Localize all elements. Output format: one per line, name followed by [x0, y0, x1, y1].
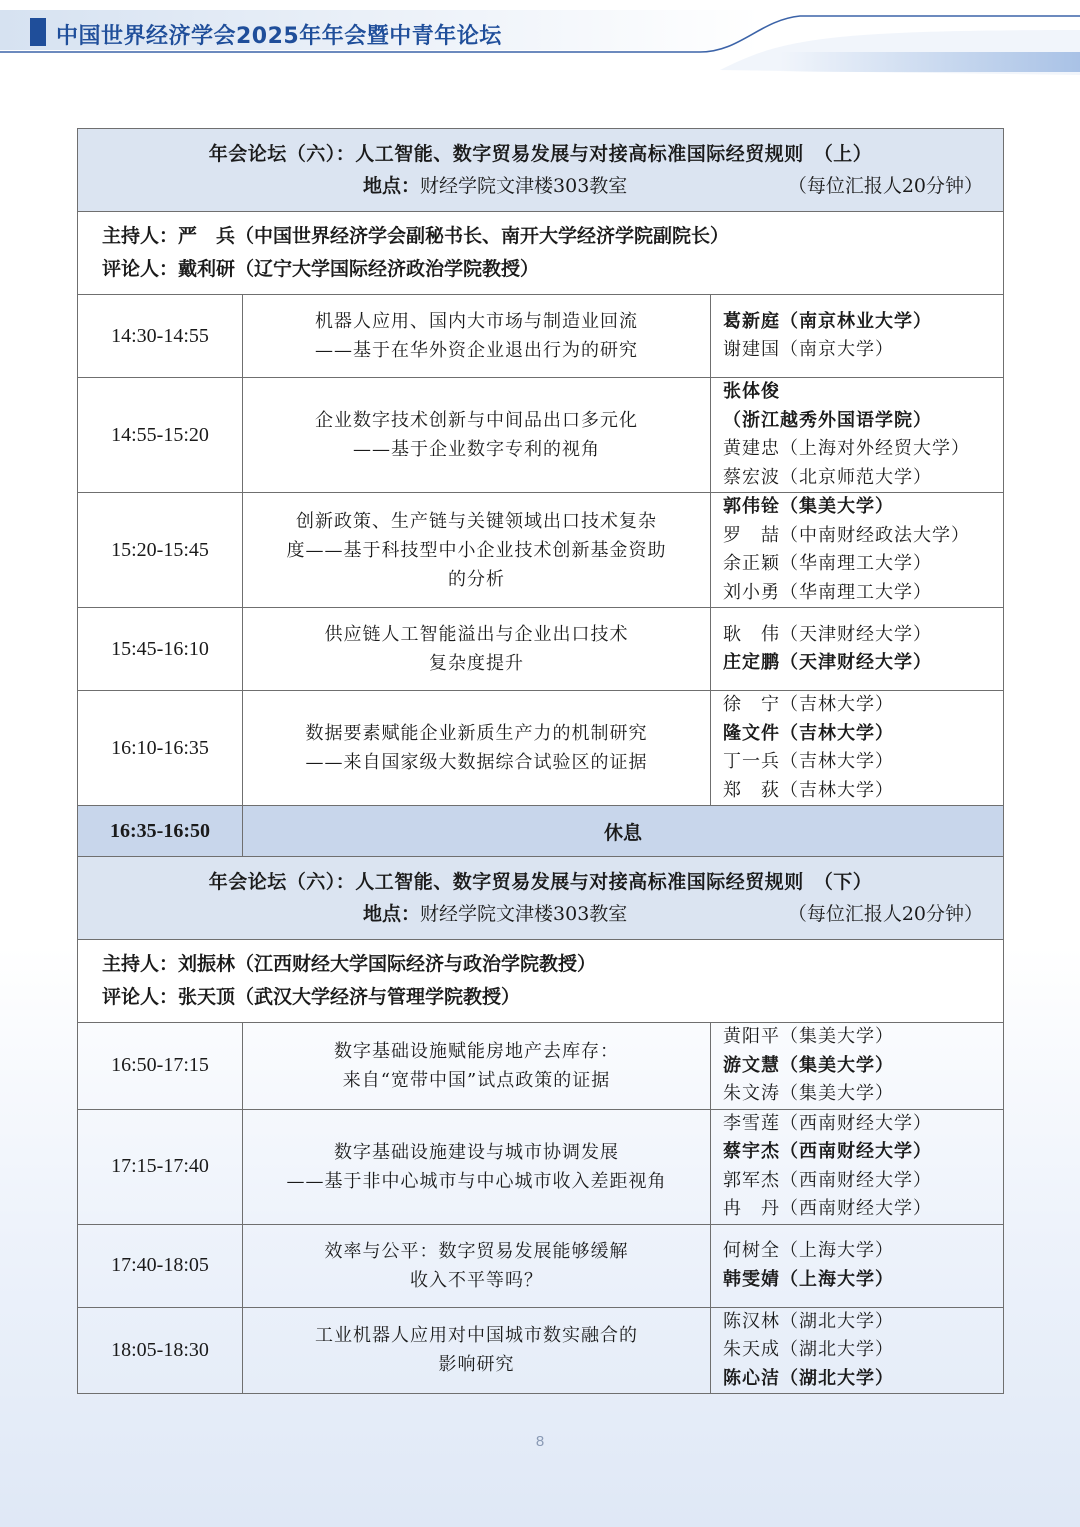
topic-line: 的分析: [448, 568, 505, 590]
page-number: 8: [535, 1433, 545, 1450]
talk-topic: [243, 608, 711, 691]
talk-time: 15:45-16:10: [78, 608, 243, 691]
talk-time: 14:55-15:20: [78, 378, 243, 493]
session-meta: [78, 170, 1003, 202]
author-name: 郑 荻（吉林大学）: [723, 779, 894, 801]
talk-topic: [243, 1307, 711, 1394]
author-name: 庄定鹏（天津财经大学）: [723, 652, 932, 673]
talk-authors: [711, 1109, 1004, 1224]
author-name: 朱天成（湖北大学）: [723, 1339, 894, 1360]
author-name: 韩雯婧（上海大学）: [723, 1268, 894, 1290]
talk-authors: [711, 1224, 1004, 1307]
session-hosts: [78, 940, 1004, 1023]
topic-line: ——基于企业数字专利的视角: [353, 439, 600, 460]
author-name: 黄建忠（上海对外经贸大学）: [723, 438, 970, 459]
author-name: 隆文件（吉林大学）: [723, 722, 894, 744]
talk-time: 16:10-16:35: [78, 691, 243, 806]
author-name: 耿 伟（天津财经大学）: [723, 623, 932, 645]
location-value: 财经学院文津楼303教室: [420, 175, 628, 197]
talk-authors: [711, 1307, 1004, 1394]
topic-line: 复杂度提升: [429, 653, 524, 674]
author-name: （浙江越秀外国语学院）: [723, 409, 932, 431]
talk-row: [78, 1224, 1004, 1307]
author-name: 游文慧（集美大学）: [723, 1054, 894, 1076]
break-row: [78, 806, 1004, 857]
break-label: 休息: [243, 806, 1004, 857]
talk-row: [78, 691, 1004, 806]
topic-line: 数字基础设施赋能房地产去库存：: [334, 1040, 619, 1062]
talk-topic: [243, 295, 711, 378]
talk-topic: [243, 493, 711, 608]
talk-row: [78, 1109, 1004, 1224]
topic-line: 机器人应用、国内大市场与制造业回流: [315, 311, 638, 332]
talk-time: 15:20-15:45: [78, 493, 243, 608]
author-name: 谢建国（南京大学）: [723, 339, 894, 360]
talk-row: [78, 493, 1004, 608]
author-name: 蔡宇杰（西南财经大学）: [723, 1141, 932, 1162]
topic-line: 创新政策、生产链与关键领域出口技术复杂: [296, 510, 657, 532]
talk-row: [78, 295, 1004, 378]
topic-line: 来自“宽带中国”试点政策的证据: [342, 1069, 611, 1091]
talk-row: [78, 608, 1004, 691]
session-host-row: [78, 940, 1004, 1023]
talk-authors: [711, 608, 1004, 691]
session-header: [78, 129, 1004, 212]
session-header: [78, 857, 1004, 940]
author-name: 葛新庭（南京林业大学）: [723, 310, 932, 332]
author-name: 何树全（上海大学）: [723, 1240, 894, 1261]
talk-authors: [711, 295, 1004, 378]
session-header-row: [78, 857, 1004, 940]
commentator-text: 评论人：戴利研（辽宁大学国际经济政治学院教授）: [102, 258, 540, 280]
talk-row: [78, 1307, 1004, 1394]
session-location: [363, 898, 627, 930]
topic-line: 数据要素赋能企业新质生产力的机制研究: [305, 723, 648, 744]
talk-row: [78, 378, 1004, 493]
talk-time: 18:05-18:30: [78, 1307, 243, 1394]
talk-time: 16:50-17:15: [78, 1023, 243, 1110]
session-title: 年会论坛（六）：人工智能、数字贸易发展与对接高标准国际经贸规则 （上）: [208, 143, 873, 165]
topic-line: 供应链人工智能溢出与企业出口技术: [324, 624, 629, 645]
talk-topic: [243, 691, 711, 806]
talk-topic: [243, 1109, 711, 1224]
talk-time: 17:15-17:40: [78, 1109, 243, 1224]
talk-time: 17:40-18:05: [78, 1224, 243, 1307]
author-name: 李雪莲（西南财经大学）: [723, 1112, 932, 1134]
author-name: 徐 宁（吉林大学）: [723, 694, 894, 715]
session-title: 年会论坛（六）：人工智能、数字贸易发展与对接高标准国际经贸规则 （下）: [208, 871, 873, 893]
location-value: 财经学院文津楼303教室: [420, 903, 628, 925]
session-location: [363, 170, 627, 202]
topic-line: 收入不平等吗？: [410, 1269, 543, 1291]
author-name: 蔡宏波（北京师范大学）: [723, 466, 932, 488]
per-report-time: （每位汇报人20分钟）: [787, 175, 984, 197]
author-name: 陈汉林（湖北大学）: [723, 1310, 894, 1332]
topic-line: 度——基于科技型中小企业技术创新基金资助: [286, 539, 667, 561]
host-text: 主持人：刘振林（江西财经大学国际经济与政治学院教授）: [102, 953, 597, 975]
author-name: 冉 丹（西南财经大学）: [723, 1198, 932, 1219]
session-hosts: [78, 212, 1004, 295]
talk-authors: [711, 691, 1004, 806]
author-name: 张体俊: [723, 381, 780, 402]
host-text: 主持人：严 兵（中国世界经济学会副秘书长、南开大学经济学院副院长）: [102, 225, 730, 247]
location-label: 地点：: [363, 903, 421, 925]
topic-line: 效率与公平：数字贸易发展能够缓解: [324, 1240, 629, 1262]
talk-authors: [711, 493, 1004, 608]
session-meta: [78, 898, 1003, 930]
break-time: 16:35-16:50: [78, 806, 243, 857]
talk-row: [78, 1023, 1004, 1110]
talk-topic: [243, 1224, 711, 1307]
author-name: 余正颖（华南理工大学）: [723, 553, 932, 574]
program-table: [77, 128, 1004, 1394]
author-name: 陈心洁（湖北大学）: [723, 1367, 894, 1389]
talk-topic: [243, 378, 711, 493]
topic-line: 影响研究: [438, 1354, 515, 1376]
topic-line: ——基于在华外资企业退出行为的研究: [315, 340, 638, 361]
talk-topic: [243, 1023, 711, 1110]
session-host-row: [78, 212, 1004, 295]
author-name: 罗 喆（中南财经政法大学）: [723, 524, 970, 546]
author-name: 刘小勇（华南理工大学）: [723, 581, 932, 603]
session-header-row: [78, 129, 1004, 212]
location-label: 地点：: [363, 175, 421, 197]
author-name: 郭军杰（西南财经大学）: [723, 1169, 932, 1191]
topic-line: 企业数字技术创新与中间品出口多元化: [315, 410, 638, 431]
author-name: 朱文涛（集美大学）: [723, 1083, 894, 1104]
header-stripe: [780, 52, 1080, 72]
topic-line: 数字基础设施建设与城市协调发展: [334, 1141, 619, 1163]
per-report-time: （每位汇报人20分钟）: [787, 903, 984, 925]
author-name: 郭伟铨（集美大学）: [723, 496, 894, 517]
topic-line: 工业机器人应用对中国城市数实融合的: [315, 1325, 638, 1347]
author-name: 黄阳平（集美大学）: [723, 1026, 894, 1047]
topic-line: ——来自国家级大数据综合试验区的证据: [305, 752, 648, 773]
commentator-text: 评论人：张天顶（武汉大学经济与管理学院教授）: [102, 986, 521, 1008]
header-marker: [30, 18, 46, 46]
author-name: 丁一兵（吉林大学）: [723, 751, 894, 772]
talk-time: 14:30-14:55: [78, 295, 243, 378]
header-title: 中国世界经济学会2025年年会暨中青年论坛: [56, 24, 502, 49]
talk-authors: [711, 1023, 1004, 1110]
topic-line: ——基于非中心城市与中心城市收入差距视角: [286, 1170, 667, 1192]
talk-authors: [711, 378, 1004, 493]
